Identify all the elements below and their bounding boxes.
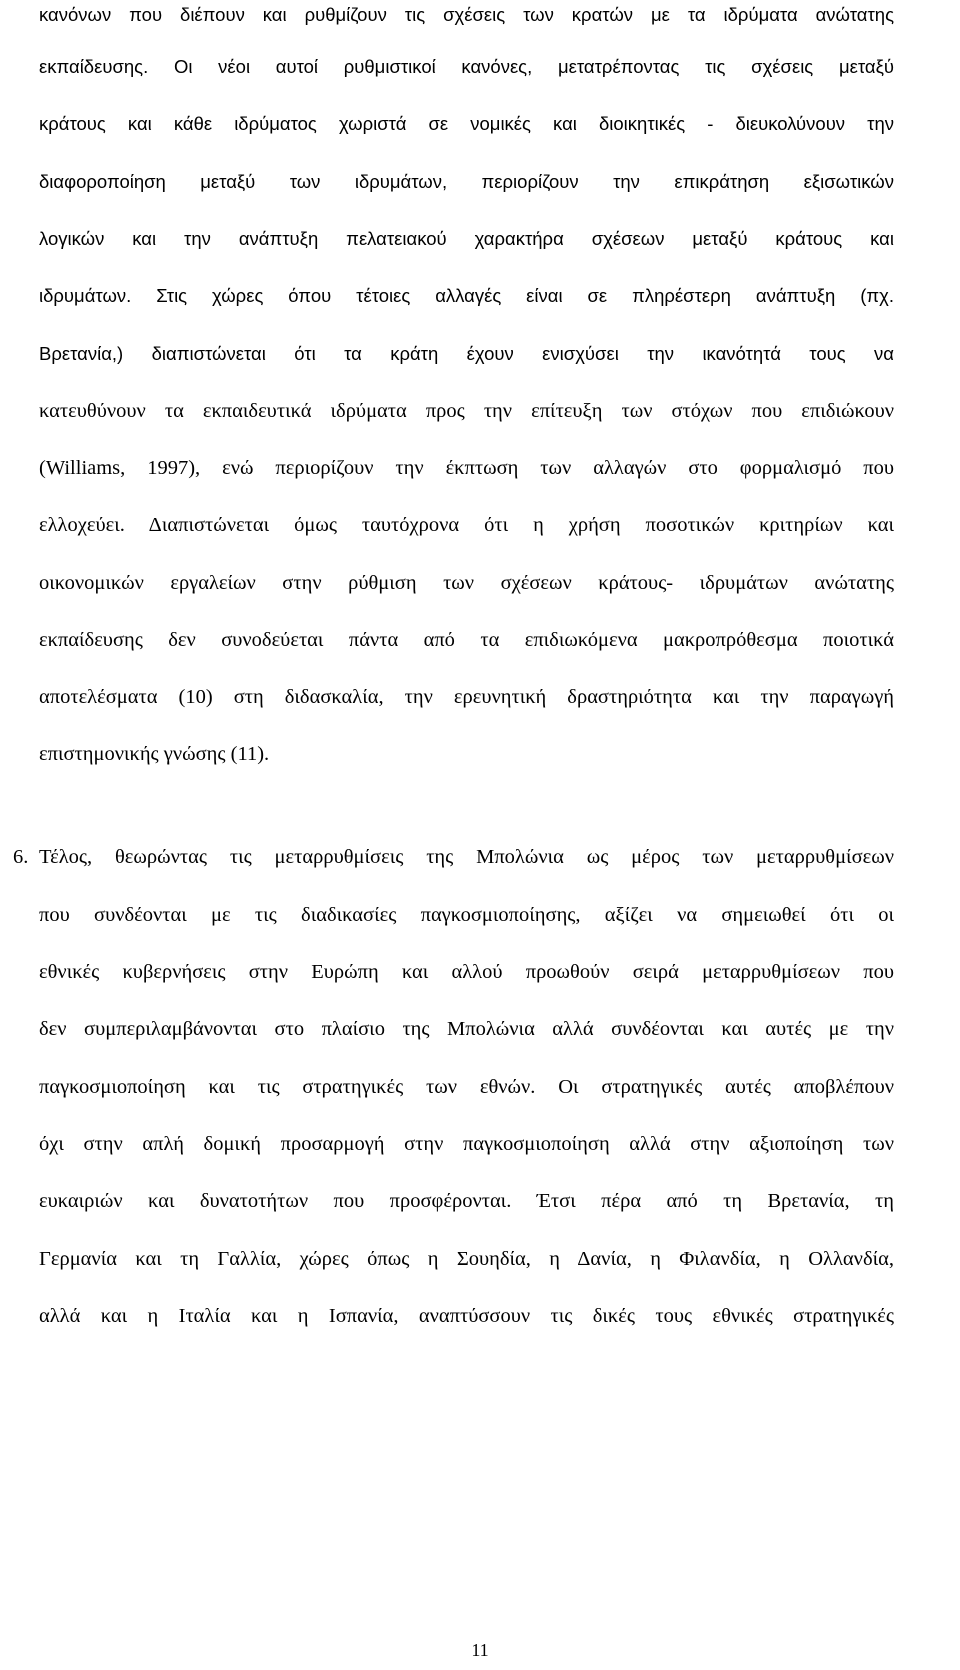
paragraph-line: επιστημονικής γνώσης (11). xyxy=(39,743,270,765)
paragraph-line: εκπαίδευσης δεν συνοδεύεται πάντα από τα επιδιωκόμενα μακροπρόθεσμα ποιοτικά xyxy=(39,629,894,651)
paragraph-line: λογικών και την ανάπτυξη πελατειακού χαρακτήρα σχέσεων μεταξύ κράτους και xyxy=(39,228,894,249)
paragraph-line: (Williams, 1997), ενώ περιορίζουν την έκπτωση των αλλαγών στο φορμαλισμό που xyxy=(39,457,894,479)
paragraph-line: που συνδέονται με τις διαδικασίες παγκοσμιοποίησης, αξίζει να σημειωθεί ότι οι xyxy=(39,904,894,926)
paragraph-line: δεν συμπεριλαμβάνονται στο πλαίσιο της Μπολώνια αλλά συνδέονται και αυτές με την xyxy=(39,1018,894,1040)
paragraph-line: αποτελέσματα (10) στη διδασκαλία, την ερευνητική δραστηριότητα και την παραγωγή xyxy=(39,686,894,708)
paragraph-line: κανόνων που διέπουν και ρυθμίζουν τις σχέσεις των κρατών με τα ιδρύματα ανώτατης xyxy=(39,4,894,25)
paragraph-line: εθνικές κυβερνήσεις στην Ευρώπη και αλλού προωθούν σειρά μεταρρυθμίσεων που xyxy=(39,961,894,983)
paragraph-line: διαφοροποίηση μεταξύ των ιδρυμάτων, περιορίζουν την επικράτηση εξισωτικών xyxy=(39,171,894,192)
paragraph-line: εκπαίδευσης. Οι νέοι αυτοί ρυθμιστικοί κανόνες, μετατρέποντας τις σχέσεις μεταξύ xyxy=(39,56,894,77)
paragraph-line: παγκοσμιοποίηση και τις στρατηγικές των εθνών. Οι στρατηγικές αυτές αποβλέπουν xyxy=(39,1076,894,1098)
paragraph-line: αλλά και η Ιταλία και η Ισπανία, αναπτύσσουν τις δικές τους εθνικές στρατηγικές xyxy=(39,1305,894,1327)
page-number: 11 xyxy=(471,1640,489,1660)
paragraph-line: οικονομικών εργαλείων στην ρύθμιση των σχέσεων κράτους- ιδρυμάτων ανώτατης xyxy=(39,572,894,594)
paragraph-line: ελλοχεύει. Διαπιστώνεται όμως ταυτόχρονα ότι η χρήση ποσοτικών κριτηρίων και xyxy=(39,514,894,536)
paragraph-line: όχι στην απλή δομική προσαρμογή στην παγκοσμιοποίηση αλλά στην αξιοποίηση των xyxy=(39,1133,894,1155)
paragraph-line: ιδρυμάτων. Στις χώρες όπου τέτοιες αλλαγές είναι σε πληρέστερη ανάπτυξη (πχ. xyxy=(39,285,894,306)
paragraph-line: κράτους και κάθε ιδρύματος χωριστά σε νομικές και διοικητικές - διευκολύνουν την xyxy=(39,113,894,134)
section-number: 6. xyxy=(13,846,29,868)
paragraph-line: Βρετανία,) διαπιστώνεται ότι τα κράτη έχουν ενισχύσει την ικανότητά τους να xyxy=(39,343,894,364)
paragraph-line: Γερμανία και τη Γαλλία, χώρες όπως η Σουηδία, η Δανία, η Φιλανδία, η Ολλανδία, xyxy=(39,1248,894,1270)
paragraph-line: ευκαιριών και δυνατοτήτων που προσφέρονται. Έτσι πέρα από τη Βρετανία, τη xyxy=(39,1190,894,1212)
paragraph-line: Τέλος, θεωρώντας τις μεταρρυθμίσεις της Μπολώνια ως μέρος των μεταρρυθμίσεων xyxy=(39,846,894,868)
paragraph-line: κατευθύνουν τα εκπαιδευτικά ιδρύματα προς την επίτευξη των στόχων που επιδιώκουν xyxy=(39,400,894,422)
